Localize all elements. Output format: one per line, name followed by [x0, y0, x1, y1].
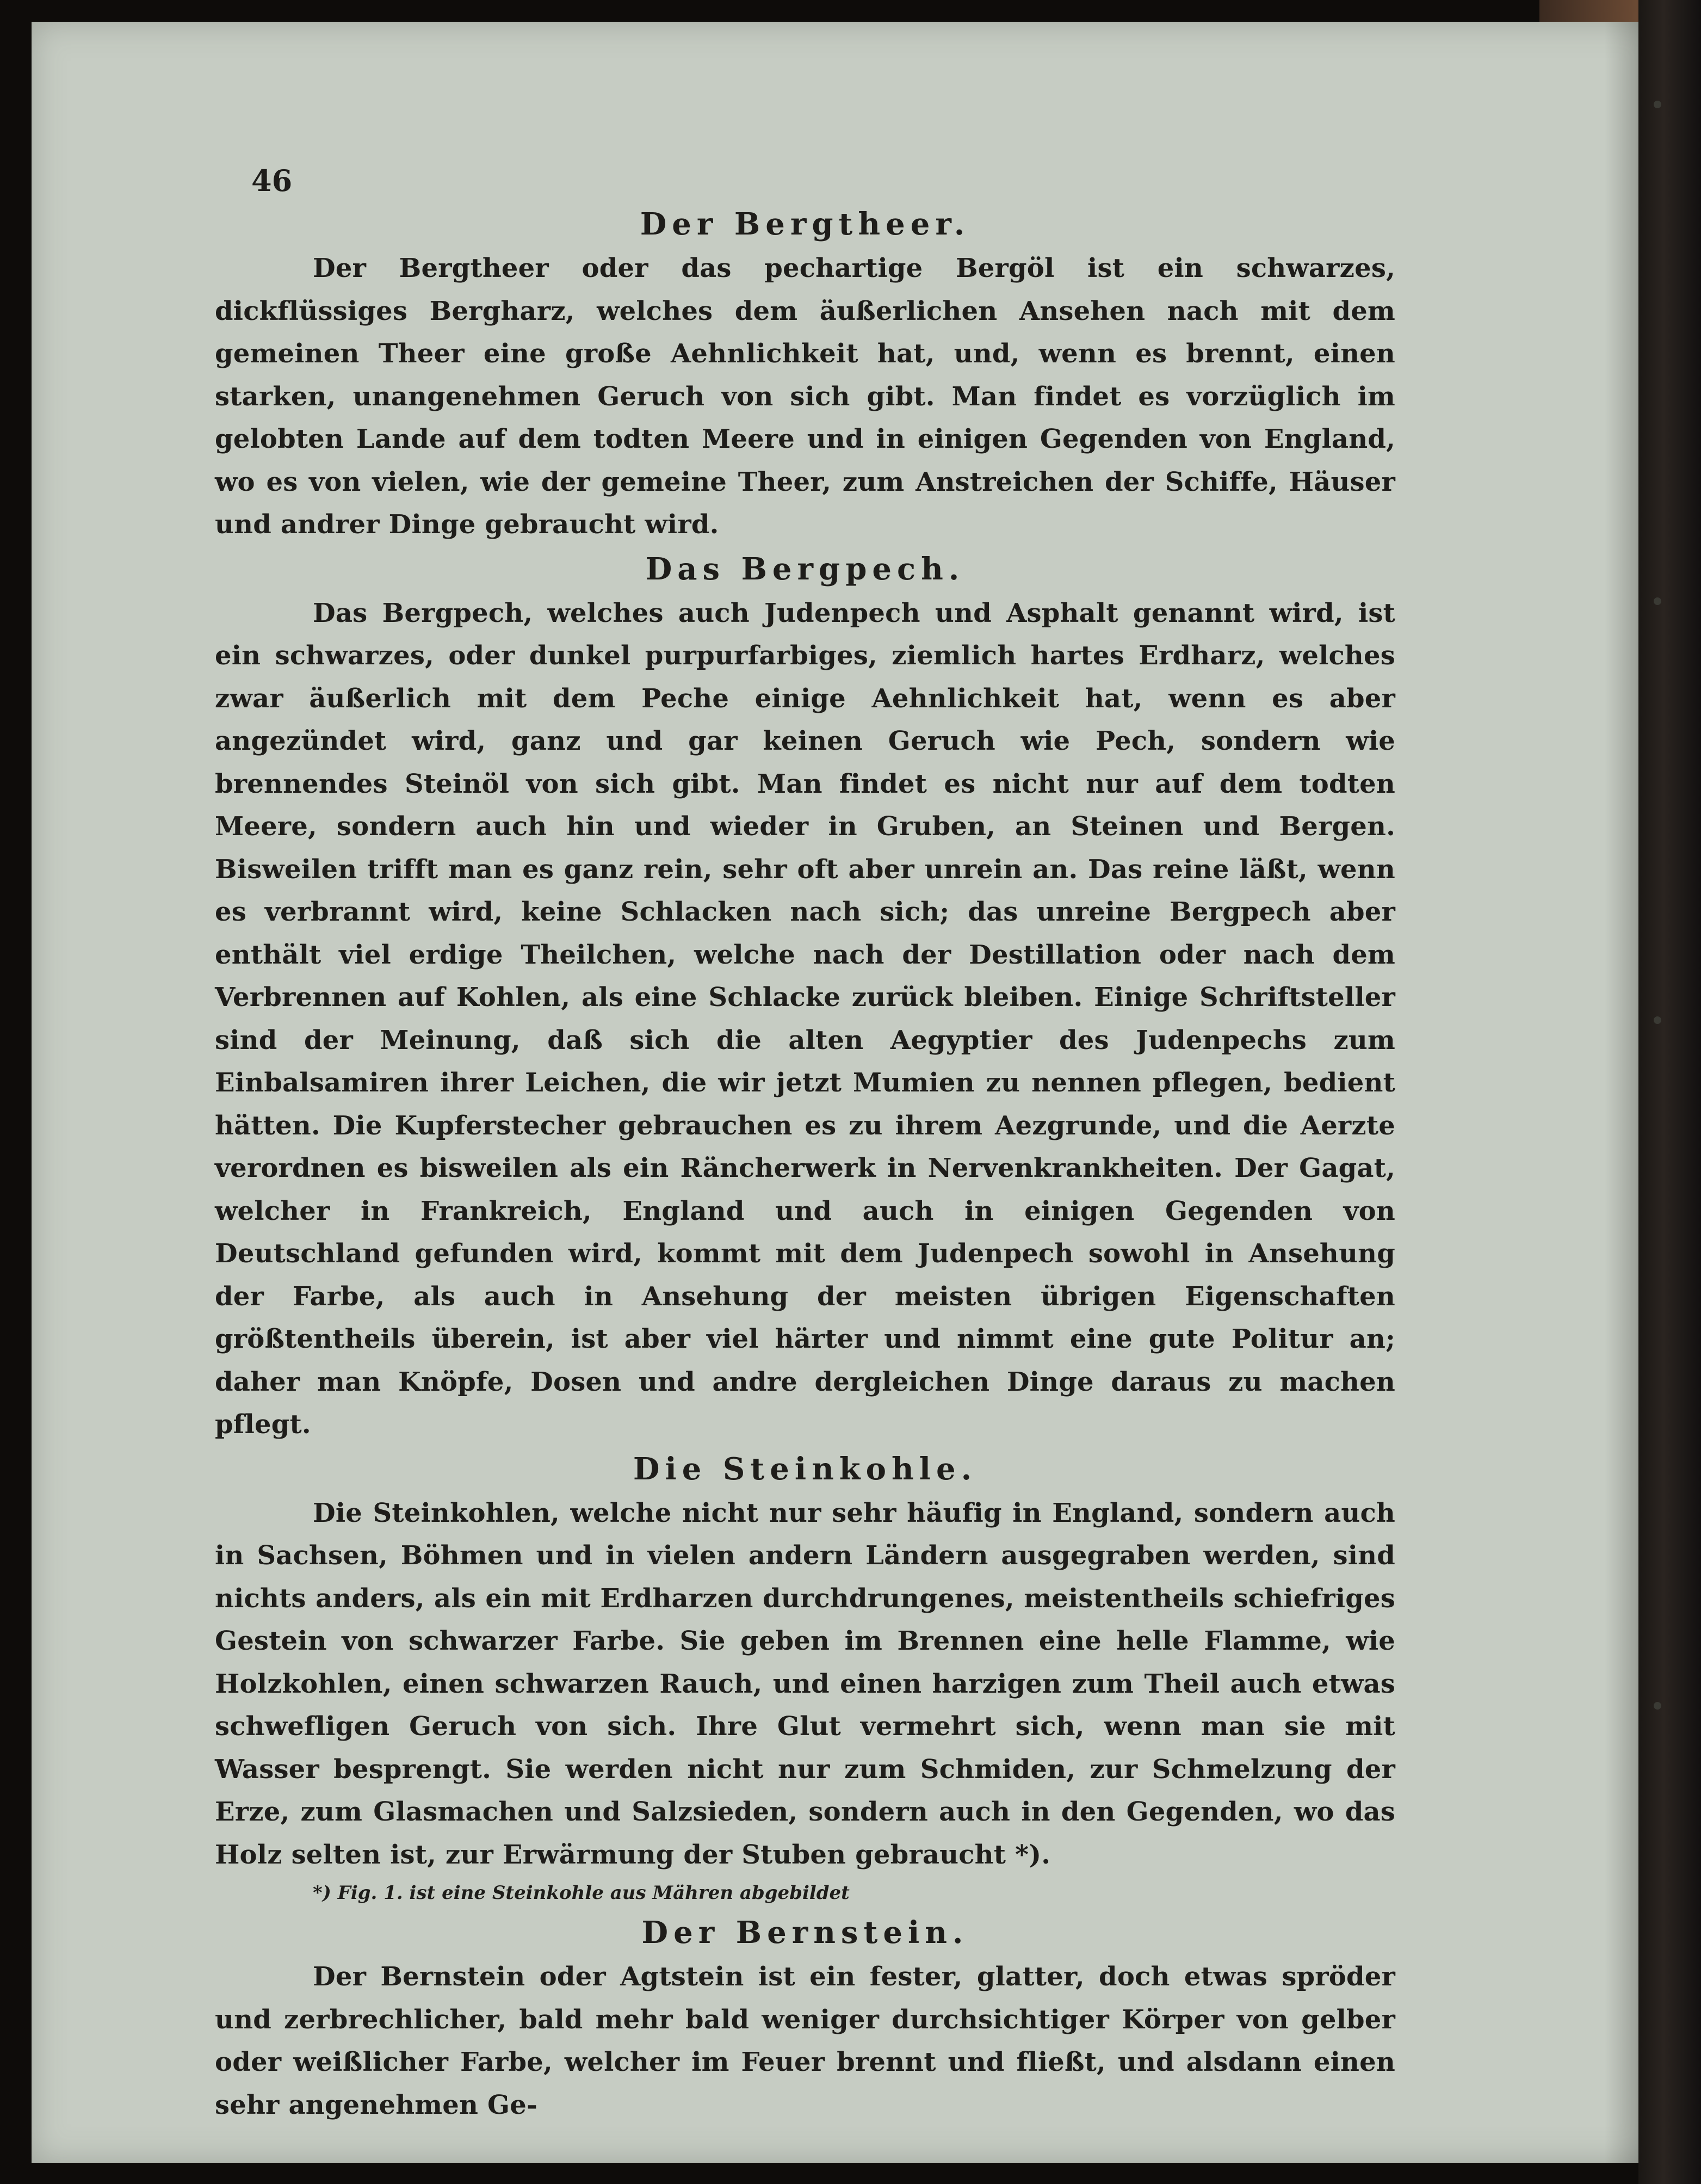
section-heading: Das Bergpech.: [645, 551, 965, 587]
section-paragraph: Der Bernstein oder Agtstein ist ein fester, glatter, doch etwas spröder und zerbrechlicher, bald mehr bald weniger durchsichtiger Körper von gelber oder weißlicher Farbe, welcher im Feuer brennt und fließt, und alsdann einen sehr angenehmen Ge-: [215, 1961, 1395, 2120]
binding-thread-mark: [1654, 597, 1661, 605]
binding-thread-mark: [1654, 1702, 1661, 1710]
binding-thread-mark: [1654, 101, 1661, 108]
footnote: *) Fig. 1. ist eine Steinkohle aus Mähren abgebildet: [313, 1882, 850, 1904]
page-text: [215, 163, 1395, 2126]
section-heading: Der Bernstein.: [641, 1915, 969, 1951]
section-paragraph: Das Bergpech, welches auch Judenpech und Asphalt genannt wird, ist ein schwarzes, oder dunkel purpurfarbiges, ziemlich hartes Erdharz, welches zwar äußerlich mit dem Peche einige Aehnlichkeit hat, wenn es aber angezündet wird, ganz und gar keinen Geruch wie Pech, sondern wie brennendes Steinöl von sich gibt. Man findet es nicht nur auf dem todten Meere, sondern auch hin und wieder in Gruben, an Steinen und Bergen. Bisweilen trifft man es ganz rein, sehr oft aber unrein an. Das reine läßt, wenn es verbrannt wird, keine Schlacken nach sich; das unreine Bergpech aber enthält viel erdige Theilchen, welche nach der Destillation oder nach dem Verbrennen auf Kohlen, als eine Schlacke zurück bleiben. Einige Schriftsteller sind der Meinung, daß sich die alten Aegyptier des Judenpechs zum Einbalsamiren ihrer Leichen, die wir jetzt Mumien zu nennen pflegen, bedient hätten. Die Kupferstecher gebrauchen es zu ihrem Aezgrunde, und die Aerzte verordnen es bisweilen als ein Räncherwerk in Nervenkrankheiten. Der Gagat, welcher in Frankreich, England und auch in einigen Gegenden von Deutschland gefunden wird, kommt mit dem Judenpech sowohl in Ansehung der Farbe, als auch in Ansehung der meisten übrigen Eigenschaften größtentheils überein, ist aber viel härter und nimmt eine gute Politur an; daher man Knöpfe, Dosen und andre dergleichen Dinge daraus zu machen pflegt.: [215, 597, 1395, 1440]
section-heading: Der Bergtheer.: [640, 206, 970, 242]
section-heading: Die Steinkohle.: [633, 1451, 978, 1487]
book-binding: [1638, 0, 1701, 2184]
section-paragraph: Der Bergtheer oder das pechartige Bergöl ist ein schwarzes, dickflüssiges Bergharz, welches dem äußerlichen Ansehen nach mit dem gemeinen Theer eine große Aehnlichkeit hat, und, wenn es brennt, einen starken, unangenehmen Geruch von sich gibt. Man findet es vorzüglich im gelobten Lande auf dem todten Meere und in einigen Gegenden von England, wo es von vielen, wie der gemeine Theer, zum Anstreichen der Schiffe, Häuser und andrer Dinge gebraucht wird.: [215, 253, 1395, 540]
section-paragraph: Die Steinkohlen, welche nicht nur sehr häufig in England, sondern auch in Sachsen, Böhmen und in vielen andern Ländern ausgegraben werden, sind nichts anders, als ein mit Erdharzen durchdrungenes, meistentheils schiefriges Gestein von schwarzer Farbe. Sie geben im Brennen eine helle Flamme, wie Holzkohlen, einen schwarzen Rauch, und einen harzigen zum Theil auch etwas schwefligen Geruch von sich. Ihre Glut vermehrt sich, wenn man sie mit Wasser besprengt. Sie werden nicht nur zum Schmiden, zur Schmelzung der Erze, zum Glasmachen und Salzsieden, sondern auch in den Gegenden, wo das Holz selten ist, zur Erwärmung der Stuben gebraucht *).: [215, 1497, 1395, 1870]
binding-thread-mark: [1654, 1016, 1661, 1024]
page-number: 46: [251, 163, 293, 198]
